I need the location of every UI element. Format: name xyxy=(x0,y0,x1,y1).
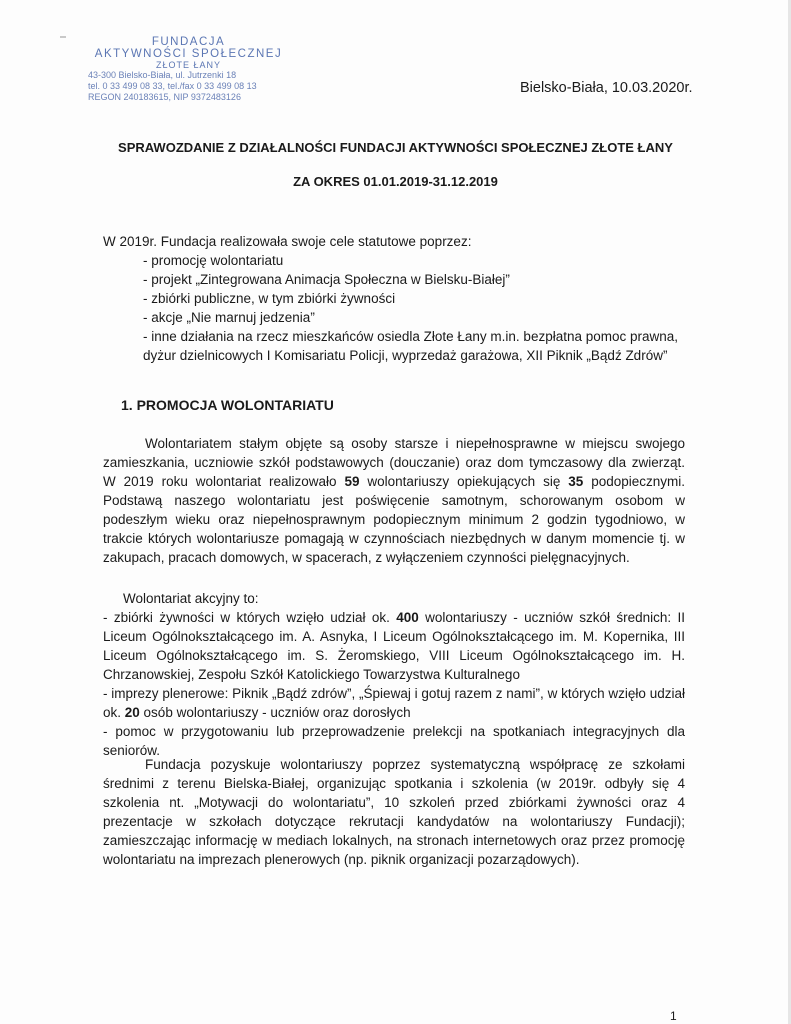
intro-list xyxy=(103,251,703,365)
volunteer-count: 59 xyxy=(344,474,360,489)
text: - zbiórki żywności w których wzięło udział ok. xyxy=(103,610,397,625)
report-title: SPRAWOZDANIE Z DZIAŁALNOŚCI FUNDACJI AKTYWNOŚCI SPOŁECZNEJ ZŁOTE ŁANY xyxy=(118,140,673,155)
place-date: Bielsko-Biała, 10.03.2020r. xyxy=(520,80,693,96)
letterhead xyxy=(86,36,291,103)
intro-lead: W 2019r. Fundacja realizowała swoje cele statutowe poprzez: xyxy=(103,234,472,249)
letterhead-address: 43-300 Bielsko-Biała, ul. Jutrzenki 18 xyxy=(88,70,237,80)
text: - imprezy plenerowe: Piknik „Bądź zdrów”, „Śpiewaj i gotuj razem z nami”, w których wzięło udział ok. xyxy=(103,686,685,720)
text: Wolontariatem stałym objęte są osoby starsze i niepełnosprawne w miejscu swojego zamieszkania, uczniowie szkół podstawowych (douczanie) oraz dom tymczasowy dla zwierząt. W 2019 roku wolontariat realizowało xyxy=(103,436,685,489)
letterhead-regon: REGON 240183615, NIP 9372483126 xyxy=(88,92,241,102)
paragraph-lead: Wolontariat akcyjny to: xyxy=(123,591,259,606)
paragraph-1 xyxy=(103,434,685,567)
paragraph-3: Fundacja pozyskuje wolontariuszy poprzez systematyczną współpracę ze szkołami średnimi z terenu Bielska-Białej, organizując spotkania i szkolenia (w 2019r. odbyły się 4 szkolenia nt. „Motywacji do wolontariatu”, 10 szkoleń przed zbiórkami żywności oraz 4 prezentacje w szkołach dotyczące rekrutacji kandydatów na wolontariuszy Fundacji); zamieszczając informację w mediach lokalnych, na stronach internetowych oraz przez promocję wolontariatu na imprezach plenerowych (np. piknik organizacji pozarządowych). xyxy=(103,757,685,867)
volunteer-count: 20 xyxy=(124,705,140,720)
text: wolontariuszy - uczniów szkół średnich: II Liceum Ogólnokształcącego im. A. Asnyka, I Liceum Ogólnokształcącego im. M. Kopernika, III Liceum Ogólnokształcącego im. S. Żeromskiego, VIII Liceum Ogólnokształcącego im. H. Chrzanowskiej, Zespołu Szkół Katolickiego Towarzystwa Kulturalnego xyxy=(103,610,685,682)
list-item xyxy=(103,684,685,722)
letterhead-phone: tel. 0 33 499 08 33, tel./fax 0 33 499 08 13 xyxy=(88,81,257,91)
letterhead-line2: AKTYWNOŚCI SPOŁECZNEJ xyxy=(94,48,283,60)
list-item: - akcje „Nie marnuj jedzenia” xyxy=(143,310,315,325)
list-item: - zbiórki publiczne, w tym zbiórki żywności xyxy=(143,291,396,306)
text: podopiecznymi. Podstawą naszego wolontariatu jest poświęcenie samotnym, schorowanym osobom w podeszłym wieku oraz niepełnosprawnym podopiecznym minimum 2 godzin tygodniowo, w trakcie których wolontariusze pomagają w czynnościach niezbędnych w danym momencie tj. w zakupach, pracach domowych, w spacerach, z wyłączeniem czynności pielęgnacyjnych. xyxy=(103,474,686,565)
section-heading: 1. PROMOCJA WOLONTARIATU xyxy=(121,397,334,413)
list-item xyxy=(103,608,685,684)
intro-section xyxy=(103,232,703,365)
list-item: - inne działania na rzecz mieszkańców osiedla Złote Łany m.in. bezpłatna pomoc prawna, dyżur dzielnicowych I Komisariatu Policji, wyprzedaż garażowa, XII Piknik „Bądź Zdrów” xyxy=(143,329,679,363)
paragraph-2 xyxy=(103,589,685,760)
text: osób wolontariuszy - uczniów oraz dorosłych xyxy=(139,705,411,720)
beneficiary-count: 35 xyxy=(568,474,584,489)
scan-artifact xyxy=(60,36,66,38)
text: wolontariuszy opiekujących się xyxy=(359,474,569,489)
list-item: - pomoc w przygotowaniu lub przeprowadzenie prelekcji na spotkaniach integracyjnych dla seniorów. xyxy=(103,724,685,758)
letterhead-line3: ZŁOTE ŁANY xyxy=(155,60,221,70)
page-number: 1 xyxy=(670,1009,677,1023)
report-period: ZA OKRES 01.01.2019-31.12.2019 xyxy=(293,174,498,189)
letterhead-line1: FUNDACJA xyxy=(151,36,226,48)
list-item: - promocję wolontariatu xyxy=(143,253,284,268)
volunteer-count: 400 xyxy=(396,610,419,625)
list-item: - projekt „Zintegrowana Animacja Społeczna w Bielsku-Białej” xyxy=(143,272,510,287)
